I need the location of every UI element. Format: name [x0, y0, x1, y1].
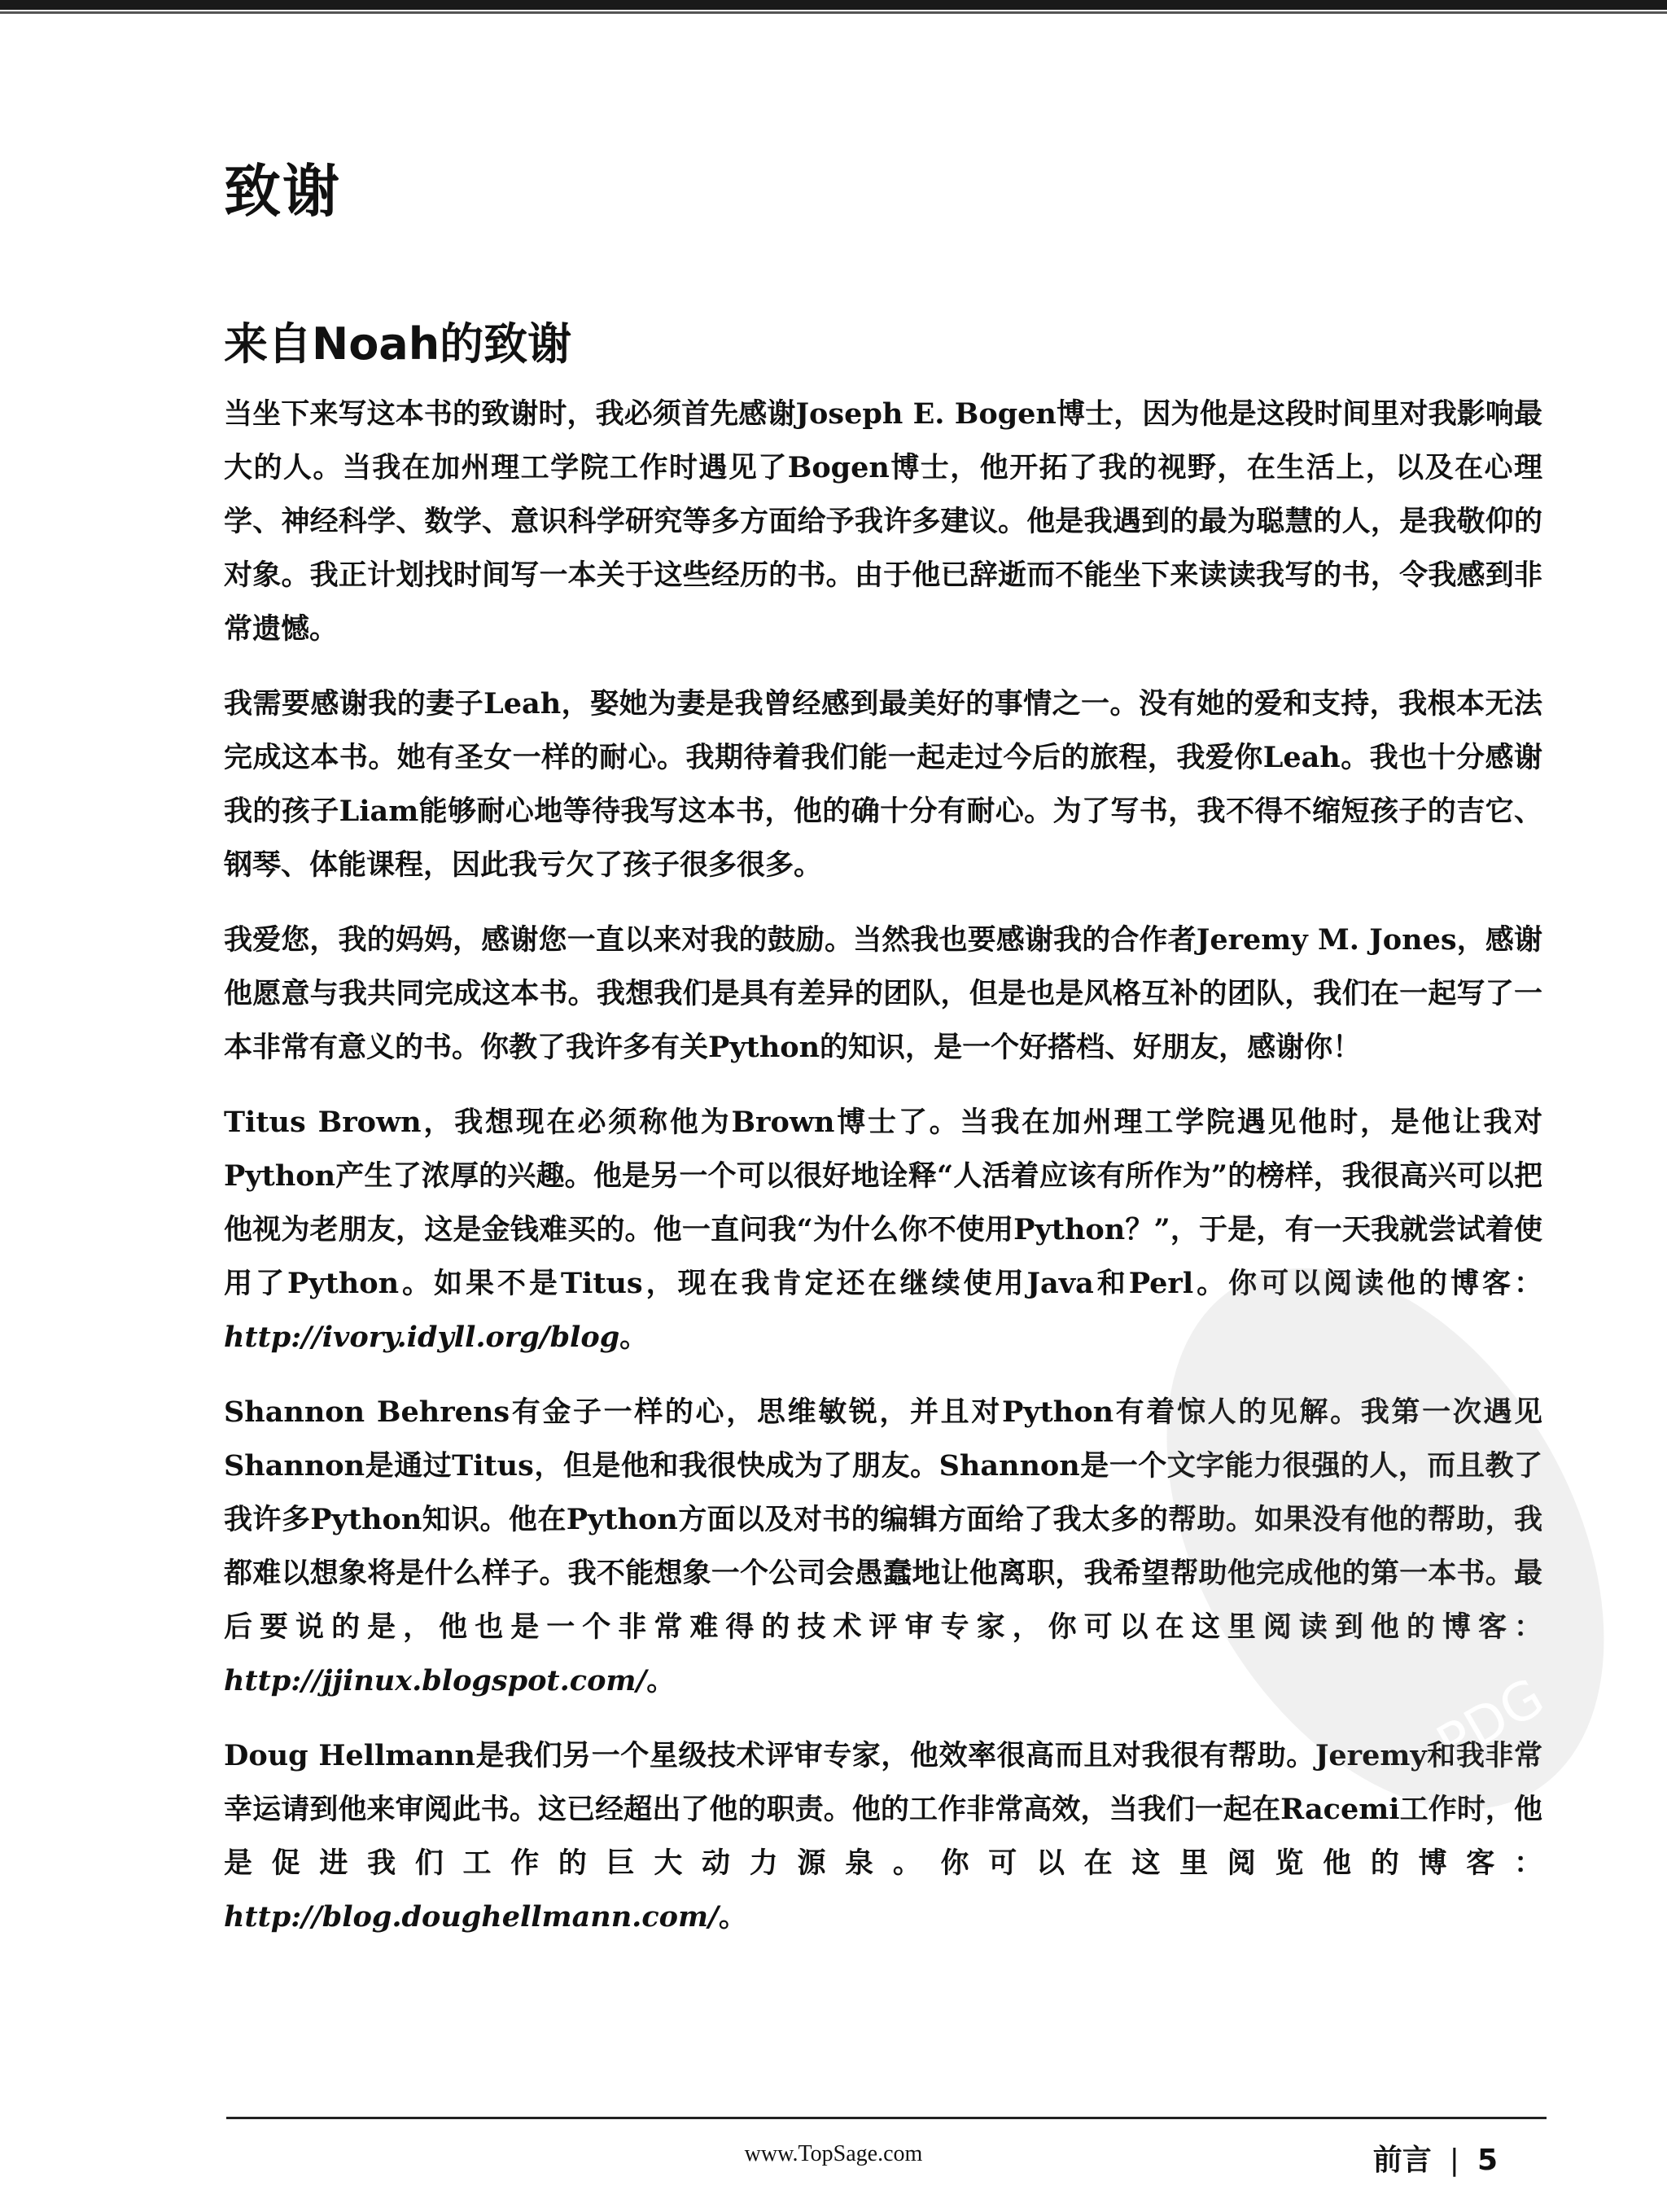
- page-heading: 致谢: [224, 158, 341, 225]
- paragraph-text: 当坐下来写这本书的致谢时，我必须首先感谢Joseph E. Bogen博士，因为他是这段时间里对我影响最大的人。当我在加州理工学院工作时遇见了Bogen博士，他开拓了我的视野，在生活上，以及在心理学、神经科学、数学、意识科学研究等多方面给予我许多建议。他是我遇到的最为聪慧的人，是我敬仰的对象。我正计划找时间写一本关于这些经历的书。由于他已辞逝而不能坐下来读读我写的书，令我感到非常遗憾。: [224, 397, 1542, 646]
- paragraph-end: 。: [646, 1664, 676, 1697]
- section-heading: 来自Noah的致谢: [224, 318, 572, 370]
- footer-separator: |: [1449, 2144, 1459, 2177]
- footer-rule: [226, 2117, 1547, 2119]
- blog-link-doug[interactable]: http://blog.doughellmann.com/: [224, 1900, 719, 1934]
- paragraph-text: 我需要感谢我的妻子Leah，娶她为妻是我曾经感到最美好的事情之一。没有她的爱和支持，我根本无法完成这本书。她有圣女一样的耐心。我期待着我们能一起走过今后的旅程，我爱你Leah。我也十分感谢我的孩子Liam能够耐心地等待我写这本书，他的确十分有耐心。为了写书，我不得不缩短孩子的吉它、钢琴、体能课程，因此我亏欠了孩子很多很多。: [224, 687, 1542, 882]
- top-border-rule-thin: [0, 11, 1667, 14]
- paragraph-text: Shannon Behrens有金子一样的心，思维敏锐，并且对Python有着惊人的见解。我第一次遇见Shannon是通过Titus，但是他和我很快成为了朋友。Shannon是一个文字能力很强的人，而且教了我许多Python知识。他在Python方面以及对书的编辑方面给了我太多的帮助。如果没有他的帮助，我都难以想象将是什么样子。我不能想象一个公司会愚蠢地让他离职，我希望帮助他完成他的第一本书。最后要说的是，他也是一个非常难得的技术评审专家，你可以在这里阅读到他的博客：: [224, 1395, 1542, 1644]
- blog-link-titus[interactable]: http://ivory.idyll.org/blog: [224, 1321, 620, 1354]
- paragraph-text: Titus Brown，我想现在必须称他为Brown博士了。当我在加州理工学院遇见他时，是他让我对Python产生了浓厚的兴趣。他是另一个可以很好地诠释“人活着应该有所作为”的榜样，我很高兴可以把他视为老朋友，这是金钱难买的。他一直问我“为什么你不使用Python？”，于是，有一天我就尝试着使用了Python。如果不是Titus，现在我肯定还在继续使用Java和Perl。你可以阅读他的博客：: [224, 1106, 1542, 1300]
- top-border-rule: [0, 0, 1667, 10]
- paragraph-end: 。: [718, 1900, 747, 1934]
- paragraph-leah: [224, 677, 1542, 892]
- paragraph-mother-jeremy: [224, 913, 1542, 1075]
- footer-page-label: [1373, 2137, 1498, 2179]
- footer-section-name: 前言: [1372, 2144, 1432, 2177]
- watermark-label: PDG: [1427, 1667, 1555, 1776]
- paragraph-text: 我爱您，我的妈妈，感谢您一直以来对我的鼓励。当然我也要感谢我的合作者Jeremy M. Jones，感谢他愿意与我共同完成这本书。我想我们是具有差异的团队，但是也是风格互补的团队，我们在一起写了一本非常有意义的书。你教了我许多有关Python的知识，是一个好搭档、好朋友，感谢你！: [224, 923, 1542, 1064]
- paragraph-end: 。: [619, 1321, 649, 1354]
- paragraph-bogen: [224, 388, 1542, 656]
- page-number: 5: [1477, 2144, 1498, 2177]
- paragraph-text: Doug Hellmann是我们另一个星级技术评审专家，他效率很高而且对我很有帮助。Jeremy和我非常幸运请到他来审阅此书。这已经超出了他的职责。他的工作非常高效，当我们一起在Racemi工作时，他是促进我们工作的巨大动力源泉。你可以在这里阅览他的博客：: [224, 1739, 1542, 1880]
- pdg-watermark-stamp: [1117, 1197, 1654, 1881]
- blog-link-shannon[interactable]: http://jjinux.blogspot.com/: [224, 1664, 647, 1697]
- footer-url: www.TopSage.com: [744, 2141, 923, 2166]
